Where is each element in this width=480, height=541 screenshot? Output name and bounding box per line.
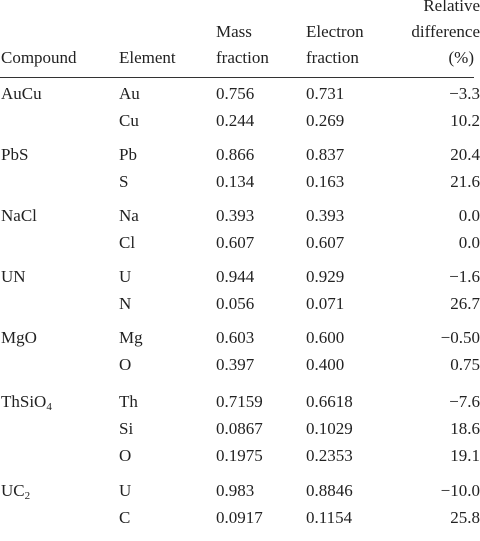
electron-fraction-cell: 0.269 [306, 111, 345, 130]
relative-difference-cell: 25.8 [450, 508, 480, 527]
mass-fraction-cell: 0.756 [216, 84, 255, 103]
compound-formula: MgO [1, 328, 37, 347]
mass-fraction-cell: 0.866 [216, 145, 255, 164]
mass-fraction-cell: 0.244 [216, 111, 255, 130]
mass-fraction-cell: 0.134 [216, 172, 255, 191]
compound-formula: PbS [1, 145, 29, 164]
element-cell: Au [119, 84, 140, 103]
element-cell: Si [119, 419, 134, 438]
mass-fraction-cell: 0.7159 [216, 392, 263, 411]
element-cell: Th [119, 392, 138, 411]
relative-difference-cell: −10.0 [440, 481, 480, 500]
mass-fraction-cell: 0.607 [216, 233, 255, 252]
compound-formula: ThSiO [1, 392, 47, 411]
compound-group [0, 206, 480, 266]
element-cell: O [119, 355, 132, 374]
relative-difference-cell: 10.2 [450, 111, 480, 130]
element-cell: U [119, 267, 132, 286]
header-diff-line3: (%) [448, 48, 474, 67]
relative-difference-cell: −1.6 [449, 267, 480, 286]
compound-formula: UN [1, 267, 26, 286]
compound-subscript: 2 [24, 490, 31, 502]
element-cell: Pb [119, 145, 137, 164]
electron-fraction-cell: 0.600 [306, 328, 345, 347]
compound-group [0, 328, 480, 388]
element-cell: Na [119, 206, 139, 225]
relative-difference-cell: 0.75 [450, 355, 480, 374]
relative-difference-cell: −0.50 [440, 328, 480, 347]
compound-group [0, 267, 480, 327]
relative-difference-cell: 19.1 [450, 446, 480, 465]
relative-difference-cell: 26.7 [450, 294, 480, 313]
compound-name [1, 84, 42, 104]
compound-name [1, 481, 30, 501]
relative-difference-cell: 20.4 [450, 145, 480, 164]
compound-subscript: 4 [46, 401, 52, 413]
compound-group [0, 145, 480, 205]
compound-formula: AuCu [1, 84, 42, 103]
compound-name [1, 392, 52, 412]
header-electron-line2: fraction [306, 48, 359, 67]
electron-fraction-cell: 0.929 [306, 267, 345, 286]
element-cell: C [119, 508, 131, 527]
relative-difference-cell: 18.6 [450, 419, 480, 438]
element-cell: N [119, 294, 132, 313]
header-mass-line1: Mass [216, 22, 252, 41]
electron-fraction-cell: 0.393 [306, 206, 345, 225]
mass-fraction-cell: 0.1975 [216, 446, 263, 465]
compound-name [1, 267, 26, 287]
element-cell: Mg [119, 328, 143, 347]
relative-difference-cell: 0.0 [458, 206, 480, 225]
electron-fraction-cell: 0.163 [306, 172, 345, 191]
mass-fraction-cell: 0.056 [216, 294, 255, 313]
relative-difference-cell: −3.3 [449, 84, 480, 103]
compound-name [1, 145, 28, 165]
element-cell: O [119, 446, 132, 465]
relative-difference-cell: −7.6 [449, 392, 480, 411]
mass-fraction-cell: 0.983 [216, 481, 255, 500]
electron-fraction-cell: 0.731 [306, 84, 345, 103]
mass-fraction-cell: 0.397 [216, 355, 255, 374]
electron-fraction-cell: 0.6618 [306, 392, 353, 411]
electron-fraction-cell: 0.1154 [306, 508, 353, 527]
relative-difference-cell: 21.6 [450, 172, 480, 191]
compound-formula: NaCl [1, 206, 37, 225]
mass-fraction-cell: 0.393 [216, 206, 255, 225]
header-diff-line1: Relative [423, 0, 480, 15]
element-cell: U [119, 481, 132, 500]
mass-fraction-cell: 0.603 [216, 328, 255, 347]
element-cell: Cl [119, 233, 136, 252]
electron-fraction-cell: 0.400 [306, 355, 345, 374]
electron-fraction-cell: 0.1029 [306, 419, 353, 438]
compound-group [0, 392, 480, 479]
header-element: Element [119, 48, 176, 67]
header-diff-line2: difference [411, 22, 480, 41]
compound-name [1, 206, 37, 226]
header-compound: Compound [1, 48, 77, 67]
mass-fraction-cell: 0.0917 [216, 508, 263, 527]
element-cell: S [119, 172, 129, 191]
compound-name [1, 328, 37, 348]
header-electron-line1: Electron [306, 22, 364, 41]
electron-fraction-cell: 0.837 [306, 145, 345, 164]
electron-fraction-cell: 0.8846 [306, 481, 353, 500]
compound-group [0, 481, 480, 541]
compound-group [0, 84, 480, 144]
electron-fraction-cell: 0.2353 [306, 446, 353, 465]
element-cell: Cu [119, 111, 139, 130]
electron-fraction-cell: 0.071 [306, 294, 345, 313]
relative-difference-cell: 0.0 [458, 233, 480, 252]
header-rule [0, 77, 474, 78]
mass-fraction-cell: 0.944 [216, 267, 255, 286]
mass-fraction-cell: 0.0867 [216, 419, 263, 438]
header-mass-line2: fraction [216, 48, 269, 67]
electron-fraction-cell: 0.607 [306, 233, 345, 252]
compound-formula: UC [1, 481, 25, 500]
